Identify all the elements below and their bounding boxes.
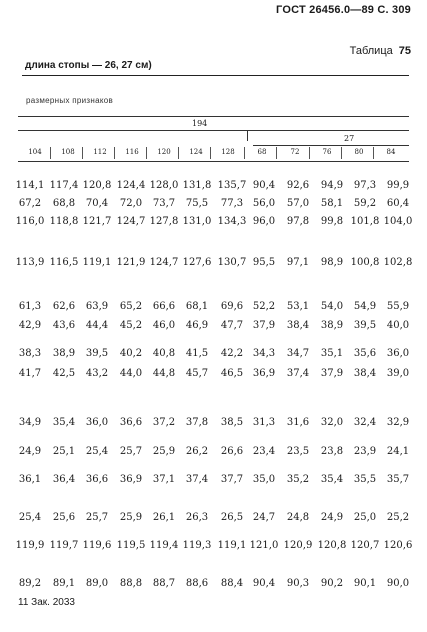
table-cell: 35,4 bbox=[320, 474, 344, 485]
table-cell: 117,4 bbox=[49, 180, 79, 191]
table-cell: 95,5 bbox=[252, 257, 276, 268]
table-cell: 119,5 bbox=[116, 540, 146, 551]
table-cell: 25,0 bbox=[353, 512, 377, 523]
table-cell: 120,6 bbox=[383, 540, 413, 551]
table-cell: 35,2 bbox=[286, 474, 310, 485]
table-cell: 46,5 bbox=[220, 368, 244, 379]
table-cell: 24,9 bbox=[18, 446, 42, 457]
table-cell: 24,8 bbox=[286, 512, 310, 523]
table-cell: 35,5 bbox=[353, 474, 377, 485]
table-cell: 23,9 bbox=[353, 446, 377, 457]
table-cell: 69,6 bbox=[220, 301, 244, 312]
table-cell: 90,4 bbox=[252, 180, 276, 191]
table-cell: 43,2 bbox=[85, 368, 109, 379]
table-cell: 121,9 bbox=[116, 257, 146, 268]
column-header: 68 bbox=[257, 148, 267, 156]
table-cell: 25,9 bbox=[152, 446, 176, 457]
table-row bbox=[18, 474, 416, 488]
column-header: 116 bbox=[125, 148, 139, 156]
table-row bbox=[18, 348, 416, 362]
column-header: 76 bbox=[322, 148, 332, 156]
table-cell: 88,6 bbox=[185, 578, 209, 589]
table-cell: 23,4 bbox=[252, 446, 276, 457]
table-cell: 102,8 bbox=[383, 257, 413, 268]
table-cell: 90,0 bbox=[386, 578, 410, 589]
table-cell: 45,7 bbox=[185, 368, 209, 379]
table-cell: 24,7 bbox=[252, 512, 276, 523]
group-divider bbox=[247, 131, 248, 141]
table-cell: 40,0 bbox=[386, 320, 410, 331]
caption: размерных признаков bbox=[26, 96, 114, 105]
table-cell: 35,7 bbox=[386, 474, 410, 485]
table-cell: 36,1 bbox=[18, 474, 42, 485]
table-cell: 88,7 bbox=[152, 578, 176, 589]
table-cell: 35,0 bbox=[252, 474, 276, 485]
table-cell: 42,5 bbox=[52, 368, 76, 379]
table-cell: 124,4 bbox=[116, 180, 146, 191]
group-header-2: 27 bbox=[344, 134, 355, 143]
table-cell: 37,1 bbox=[152, 474, 176, 485]
table-row bbox=[18, 368, 416, 382]
table-cell: 25,2 bbox=[386, 512, 410, 523]
table-cell: 124,7 bbox=[149, 257, 179, 268]
table-cell: 34,3 bbox=[252, 348, 276, 359]
table-cell: 119,6 bbox=[82, 540, 112, 551]
table-cell: 24,9 bbox=[320, 512, 344, 523]
table-cell: 53,1 bbox=[286, 301, 310, 312]
table-cell: 46,9 bbox=[185, 320, 209, 331]
table-cell: 90,1 bbox=[353, 578, 377, 589]
table-cell: 42,2 bbox=[220, 348, 244, 359]
table-cell: 72,0 bbox=[119, 198, 143, 209]
table-cell: 90,3 bbox=[286, 578, 310, 589]
table-cell: 97,3 bbox=[353, 180, 377, 191]
table-cell: 60,4 bbox=[386, 198, 410, 209]
table-cell: 65,2 bbox=[119, 301, 143, 312]
table-cell: 119,9 bbox=[15, 540, 45, 551]
table-cell: 31,6 bbox=[286, 417, 310, 428]
table-cell: 37,8 bbox=[185, 417, 209, 428]
table-cell: 36,0 bbox=[386, 348, 410, 359]
table-cell: 118,8 bbox=[49, 216, 79, 227]
table-cell: 32,4 bbox=[353, 417, 377, 428]
table-cell: 37,4 bbox=[185, 474, 209, 485]
table-cell: 26,5 bbox=[220, 512, 244, 523]
table-cell: 131,0 bbox=[182, 216, 212, 227]
column-divider bbox=[244, 147, 245, 159]
table-cell: 36,9 bbox=[119, 474, 143, 485]
column-header: 128 bbox=[221, 148, 235, 156]
table-cell: 32,9 bbox=[386, 417, 410, 428]
table-cell: 45,2 bbox=[119, 320, 143, 331]
column-header: 104 bbox=[28, 148, 42, 156]
table-cell: 97,1 bbox=[286, 257, 310, 268]
table-cell: 66,6 bbox=[152, 301, 176, 312]
column-header: 72 bbox=[290, 148, 300, 156]
table-cell: 90,4 bbox=[252, 578, 276, 589]
table-cell: 54,9 bbox=[353, 301, 377, 312]
column-header: 112 bbox=[93, 148, 107, 156]
table-cell: 39,5 bbox=[353, 320, 377, 331]
table-cell: 41,7 bbox=[18, 368, 42, 379]
table-cell: 75,5 bbox=[185, 198, 209, 209]
table-cell: 36,0 bbox=[85, 417, 109, 428]
table-cell: 32,0 bbox=[320, 417, 344, 428]
table-cell: 119,7 bbox=[49, 540, 79, 551]
table-cell: 121,7 bbox=[82, 216, 112, 227]
table-row bbox=[18, 578, 416, 592]
column-divider bbox=[373, 147, 374, 159]
table-cell: 88,4 bbox=[220, 578, 244, 589]
column-header: 120 bbox=[157, 148, 171, 156]
table-cell: 35,1 bbox=[320, 348, 344, 359]
table-cell: 120,7 bbox=[350, 540, 380, 551]
table-cell: 34,7 bbox=[286, 348, 310, 359]
table-cell: 116,5 bbox=[49, 257, 79, 268]
table-cell: 77,3 bbox=[220, 198, 244, 209]
table-cell: 40,2 bbox=[119, 348, 143, 359]
table-row bbox=[15, 540, 416, 554]
table-cell: 42,9 bbox=[18, 320, 42, 331]
table-cell: 56,0 bbox=[252, 198, 276, 209]
table-cell: 92,6 bbox=[286, 180, 310, 191]
table-cell: 25,7 bbox=[85, 512, 109, 523]
column-header: 124 bbox=[189, 148, 203, 156]
table-cell: 36,9 bbox=[252, 368, 276, 379]
table-cell: 35,4 bbox=[52, 417, 76, 428]
table-cell: 25,9 bbox=[119, 512, 143, 523]
table-cell: 119,1 bbox=[82, 257, 112, 268]
column-divider bbox=[309, 147, 310, 159]
table-cell: 47,7 bbox=[220, 320, 244, 331]
table-cell: 104,0 bbox=[383, 216, 413, 227]
table-cell: 130,7 bbox=[217, 257, 247, 268]
table-row bbox=[15, 216, 416, 230]
column-header-row bbox=[22, 146, 409, 160]
table-cell: 25,4 bbox=[85, 446, 109, 457]
table-cell: 38,3 bbox=[18, 348, 42, 359]
table-label-text: Таблица bbox=[349, 45, 393, 57]
rule-top bbox=[22, 75, 409, 76]
column-header: 80 bbox=[354, 148, 364, 156]
table-cell: 131,8 bbox=[182, 180, 212, 191]
table-cell: 34,9 bbox=[18, 417, 42, 428]
table-cell: 44,8 bbox=[152, 368, 176, 379]
table-cell: 37,7 bbox=[220, 474, 244, 485]
table-cell: 36,4 bbox=[52, 474, 76, 485]
table-cell: 120,8 bbox=[82, 180, 112, 191]
table-cell: 127,8 bbox=[149, 216, 179, 227]
table-cell: 119,3 bbox=[182, 540, 212, 551]
table-cell: 70,4 bbox=[85, 198, 109, 209]
table-cell: 120,9 bbox=[283, 540, 313, 551]
table-row bbox=[15, 180, 416, 194]
table-cell: 98,9 bbox=[320, 257, 344, 268]
table-cell: 114,1 bbox=[15, 180, 45, 191]
column-divider bbox=[50, 147, 51, 159]
table-cell: 36,6 bbox=[85, 474, 109, 485]
table-cell: 39,0 bbox=[386, 368, 410, 379]
table-cell: 89,2 bbox=[18, 578, 42, 589]
table-cell: 26,6 bbox=[220, 446, 244, 457]
table-cell: 99,8 bbox=[320, 216, 344, 227]
table-cell: 44,4 bbox=[85, 320, 109, 331]
table-cell: 25,1 bbox=[52, 446, 76, 457]
column-header: 84 bbox=[386, 148, 396, 156]
table-cell: 57,0 bbox=[286, 198, 310, 209]
table-cell: 63,9 bbox=[85, 301, 109, 312]
table-cell: 120,8 bbox=[317, 540, 347, 551]
table-row bbox=[18, 301, 416, 315]
table-cell: 54,0 bbox=[320, 301, 344, 312]
table-row bbox=[15, 257, 416, 271]
table-cell: 24,1 bbox=[386, 446, 410, 457]
column-header: 108 bbox=[61, 148, 75, 156]
table-cell: 121,0 bbox=[249, 540, 279, 551]
table-cell: 26,1 bbox=[152, 512, 176, 523]
table-cell: 73,7 bbox=[152, 198, 176, 209]
table-cell: 113,9 bbox=[15, 257, 45, 268]
table-cell: 68,8 bbox=[52, 198, 76, 209]
table-number: 75 bbox=[398, 45, 411, 57]
table-cell: 89,0 bbox=[85, 578, 109, 589]
group-header-1: 194 bbox=[192, 119, 208, 128]
table-cell: 55,9 bbox=[386, 301, 410, 312]
table-cell: 38,4 bbox=[353, 368, 377, 379]
rule-b bbox=[18, 130, 409, 131]
table-cell: 99,9 bbox=[386, 180, 410, 191]
table-cell: 26,3 bbox=[185, 512, 209, 523]
table-cell: 38,9 bbox=[52, 348, 76, 359]
table-cell: 35,6 bbox=[353, 348, 377, 359]
rule-a bbox=[18, 116, 409, 117]
column-divider bbox=[178, 147, 179, 159]
table-cell: 38,5 bbox=[220, 417, 244, 428]
table-cell: 94,9 bbox=[320, 180, 344, 191]
table-cell: 26,2 bbox=[185, 446, 209, 457]
table-row bbox=[18, 417, 416, 431]
table-cell: 127,6 bbox=[182, 257, 212, 268]
table-label bbox=[350, 45, 411, 57]
page-footer: 11 Зак. 2033 bbox=[18, 597, 75, 608]
table-cell: 119,4 bbox=[149, 540, 179, 551]
table-cell: 100,8 bbox=[350, 257, 380, 268]
table-cell: 96,0 bbox=[252, 216, 276, 227]
column-divider bbox=[210, 147, 211, 159]
table-cell: 46,0 bbox=[152, 320, 176, 331]
table-cell: 59,2 bbox=[353, 198, 377, 209]
column-divider bbox=[146, 147, 147, 159]
table-cell: 68,1 bbox=[185, 301, 209, 312]
table-row bbox=[18, 320, 416, 334]
table-cell: 119,1 bbox=[217, 540, 247, 551]
table-cell: 37,9 bbox=[252, 320, 276, 331]
table-cell: 37,2 bbox=[152, 417, 176, 428]
table-cell: 39,5 bbox=[85, 348, 109, 359]
table-row bbox=[18, 446, 416, 460]
table-cell: 41,5 bbox=[185, 348, 209, 359]
table-cell: 25,6 bbox=[52, 512, 76, 523]
column-divider bbox=[341, 147, 342, 159]
table-cell: 25,4 bbox=[18, 512, 42, 523]
column-divider bbox=[114, 147, 115, 159]
column-divider bbox=[82, 147, 83, 159]
table-cell: 135,7 bbox=[217, 180, 247, 191]
table-cell: 23,5 bbox=[286, 446, 310, 457]
table-cell: 134,3 bbox=[217, 216, 247, 227]
table-cell: 128,0 bbox=[149, 180, 179, 191]
table-cell: 67,2 bbox=[18, 198, 42, 209]
table-cell: 37,4 bbox=[286, 368, 310, 379]
table-cell: 101,8 bbox=[350, 216, 380, 227]
table-cell: 52,2 bbox=[252, 301, 276, 312]
table-cell: 40,8 bbox=[152, 348, 176, 359]
table-cell: 88,8 bbox=[119, 578, 143, 589]
page-header: ГОСТ 26456.0—89 С. 309 bbox=[276, 4, 411, 16]
table-row bbox=[18, 198, 416, 212]
table-cell: 97,8 bbox=[286, 216, 310, 227]
table-subtitle: длина стопы — 26, 27 см) bbox=[25, 60, 152, 71]
rule-d bbox=[18, 161, 409, 162]
table-row bbox=[18, 512, 416, 526]
table-cell: 36,6 bbox=[119, 417, 143, 428]
column-divider bbox=[276, 147, 277, 159]
table-cell: 61,3 bbox=[18, 301, 42, 312]
table-cell: 89,1 bbox=[52, 578, 76, 589]
table-cell: 90,2 bbox=[320, 578, 344, 589]
table-cell: 62,6 bbox=[52, 301, 76, 312]
table-cell: 23,8 bbox=[320, 446, 344, 457]
table-cell: 58,1 bbox=[320, 198, 344, 209]
table-cell: 116,0 bbox=[15, 216, 45, 227]
table-cell: 43,6 bbox=[52, 320, 76, 331]
table-cell: 38,9 bbox=[320, 320, 344, 331]
table-cell: 25,7 bbox=[119, 446, 143, 457]
table-cell: 124,7 bbox=[116, 216, 146, 227]
table-cell: 44,0 bbox=[119, 368, 143, 379]
table-cell: 38,4 bbox=[286, 320, 310, 331]
table-cell: 37,9 bbox=[320, 368, 344, 379]
table-cell: 31,3 bbox=[252, 417, 276, 428]
